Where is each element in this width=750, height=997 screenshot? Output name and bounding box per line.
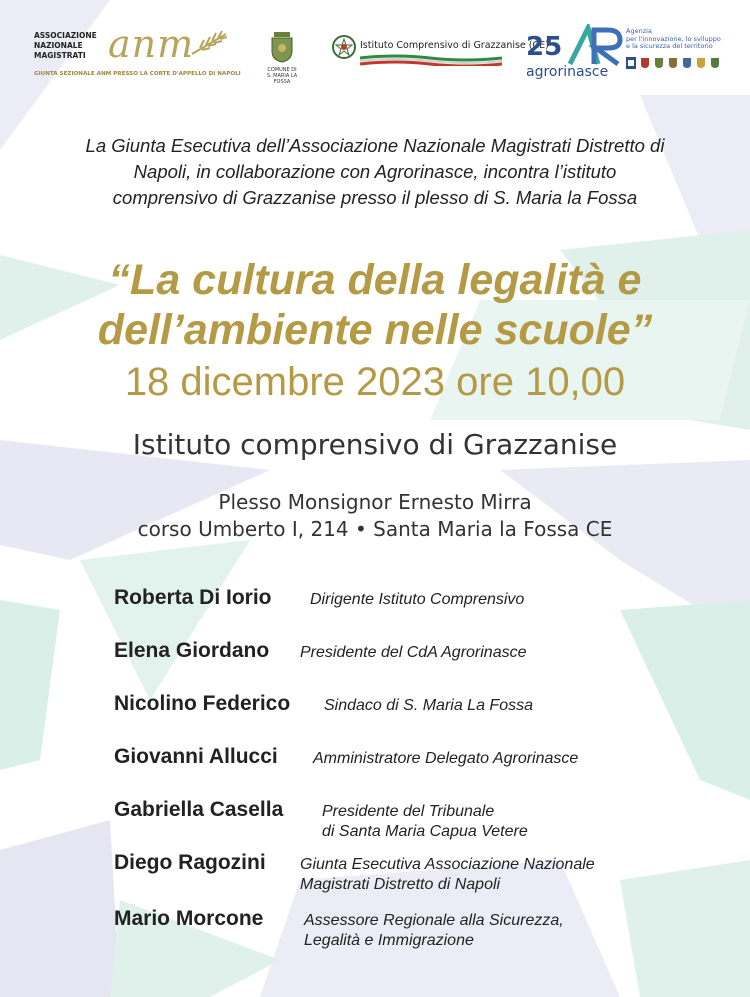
anm-subtitle: GIUNTA SEZIONALE ANM PRESSO LA CORTE D'APPELLO DI NAPOLI — [34, 71, 241, 77]
speaker-role: Sindaco di S. Maria La Fossa — [324, 697, 533, 714]
speaker-name: Gabriella Casella — [114, 798, 284, 821]
town-crest-icon — [710, 57, 720, 69]
comune-crest-icon — [269, 31, 295, 63]
town-crest-icon — [640, 57, 650, 69]
town-crest-icon — [682, 57, 692, 69]
anm-association-label: ASSOCIAZIONE NAZIONALE MAGISTRATI — [34, 31, 97, 60]
town-crest-icon — [668, 57, 678, 69]
speaker-role: Dirigente Istituto Comprensivo — [310, 591, 525, 608]
event-date: 18 dicembre 2023 ore 10,00 — [124, 360, 626, 404]
speaker-role: Amministratore Delegato Agrorinasce — [313, 750, 579, 767]
venue-address: Plesso Monsignor Ernesto Mirra corso Umberto I, 214 • Santa Maria la Fossa CE — [137, 490, 613, 541]
speaker-name: Elena Giordano — [114, 639, 270, 662]
town-crest-icon — [696, 57, 706, 69]
comune-logo: COMUNE DI S. MARIA LA FOSSA — [262, 31, 302, 85]
speaker-name: Diego Ragozini — [114, 851, 266, 874]
municipal-crests — [626, 57, 720, 69]
italian-emblem-icon — [331, 34, 357, 62]
speaker-name: Mario Morcone — [114, 907, 264, 930]
speaker-name: Giovanni Allucci — [114, 745, 278, 768]
intro-text: La Giunta Esecutiva dell’Associazione Nazionale Magistrati Distretto di Napoli, in collaborazione con Agrorinasce, incontra l’istituto comprensivo di Grazzanise presso il plesso di S. Maria la Fossa — [85, 135, 665, 208]
agro-tagline: Agenzia per l'innovazione, lo sviluppo e la sicurezza del territorio — [626, 27, 721, 50]
campania-crest-icon — [626, 57, 636, 69]
speaker-role: Giunta Esecutiva Associazione Nazionale Magistrati Distretto di Napoli — [300, 856, 595, 893]
event-title: “La cultura della legalità e dell’ambiente nelle scuole” — [97, 256, 653, 354]
speaker-name: Roberta Di Iorio — [114, 586, 272, 609]
anm-logo: anm — [108, 22, 195, 66]
speaker-role: Presidente del CdA Agrorinasce — [300, 644, 527, 661]
speaker-role: Presidente del Tribunale di Santa Maria Capua Vetere — [322, 803, 528, 840]
agro-ar-mark-icon — [564, 24, 626, 68]
speaker-role: Assessore Regionale alla Sicurezza, Legalità e Immigrazione — [304, 912, 564, 949]
town-crest-icon — [654, 57, 664, 69]
agro-anniversary: 25 — [526, 32, 563, 62]
agro-name: agrorinasce — [526, 64, 609, 80]
wheat-icon — [190, 28, 232, 58]
venue-name: Istituto comprensivo di Grazzanise — [132, 428, 618, 461]
header-logos — [0, 0, 750, 110]
speaker-name: Nicolino Federico — [114, 692, 291, 715]
istituto-label: Istituto Comprensivo di Grazzanise (CE) — [360, 40, 549, 51]
tricolor-wave-icon — [360, 54, 502, 66]
